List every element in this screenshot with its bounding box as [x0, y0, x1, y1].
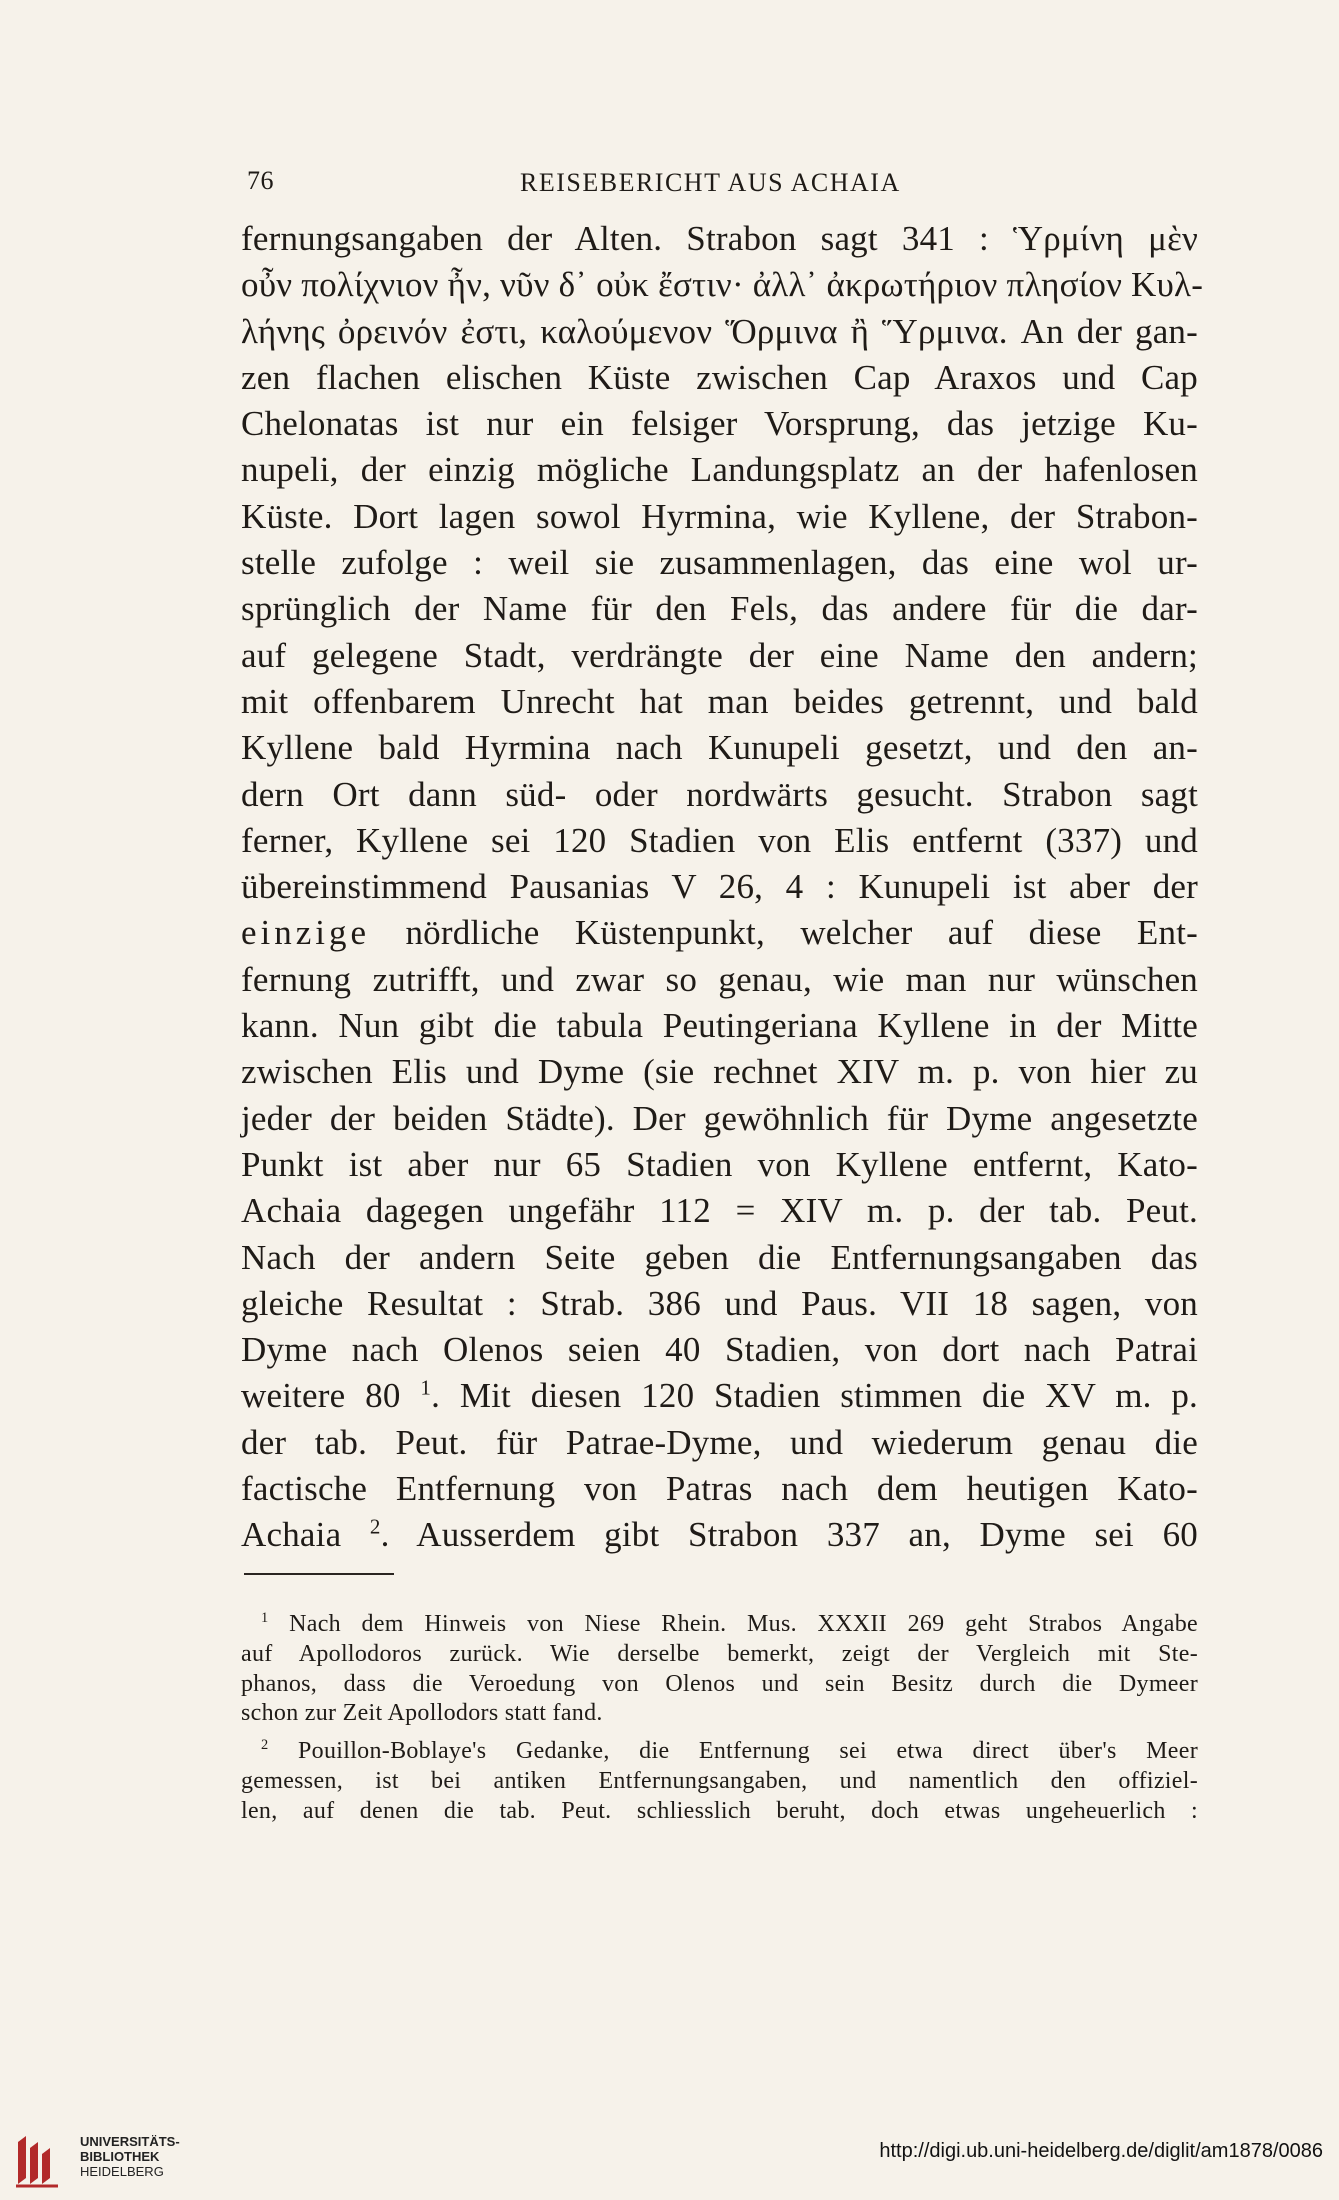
body-line: der tab. Peut. für Patrae-Dyme, und wiederum genau die: [241, 1422, 1198, 1462]
body-line-lead: weitere 80: [241, 1376, 401, 1416]
body-line: Nach der andern Seite geben die Entfernungsangaben das: [241, 1237, 1198, 1277]
body-line: Achaia $^2$. Ausserdem gibt Strabon 337 an, Dyme sei 60: [241, 1514, 1198, 1555]
footnote-line: [241, 1737, 1198, 1767]
body-line: οὖν πολίχνιον ἦν, νῦν δ᾽ οὐκ ἔστιν· ἀλλ᾽ ἀκρωτήριον πλησίον Κυλ-: [241, 265, 1204, 305]
footnote-line: len, auf denen die tab. Peut. schliesslich beruht, doch etwas ungeheuerlich :: [241, 1797, 1198, 1824]
body-line: gleiche Resultat : Strab. 386 und Paus. VII 18 sagen, von: [241, 1283, 1198, 1323]
footnote-mark-2: 2: [261, 1737, 269, 1754]
body-line: sprünglich der Name für den Fels, das andere für die dar-: [241, 589, 1198, 629]
footer: [0, 2120, 1339, 2200]
page-number: 76: [247, 166, 274, 195]
body-line-lead: Achaia: [241, 1515, 342, 1555]
library-name-line: BIBLIOTHEK: [80, 2149, 160, 2164]
body-line: stelle zufolge : weil sie zusammenlagen, das eine wol ur-: [241, 543, 1198, 583]
body-line: [241, 910, 1198, 956]
emphasis-word: einzige: [241, 913, 371, 953]
footnote-line: gemessen, ist bei antiken Entfernungsangaben, und namentlich den offiziel-: [241, 1767, 1198, 1794]
body-line: auf gelegene Stadt, verdrängte der eine Name den andern;: [241, 635, 1198, 675]
body-line-rest: Mit diesen 120 Stadien stimmen die XV m. p.: [459, 1376, 1199, 1416]
body-text: [241, 216, 1204, 1559]
library-name-line: UNIVERSITÄTS-: [80, 2134, 180, 2149]
university-library-logo-icon[interactable]: [12, 2130, 64, 2190]
body-line: factische Entfernung von Patras nach dem heutigen Kato-: [241, 1469, 1198, 1509]
footnote-line: schon zur Zeit Apollodors statt fand.: [241, 1700, 603, 1727]
body-line: zwischen Elis und Dyme (sie rechnet XIV m. p. von hier zu: [241, 1052, 1198, 1092]
body-line-rest: Ausserdem gibt Strabon 337 an, Dyme sei 60: [416, 1515, 1198, 1555]
body-line: ferner, Kyllene sei 120 Stadien von Elis entfernt (337) und: [241, 820, 1198, 860]
body-line: nupeli, der einzig mögliche Landungsplatz an der hafenlosen: [241, 450, 1198, 490]
library-name-line: HEIDELBERG: [80, 2164, 164, 2179]
body-line-rest: nördliche Küstenpunkt, welcher auf diese Ent-: [405, 913, 1198, 953]
body-line: fernungsangaben der Alten. Strabon sagt 341 : Ὑρμίνη μὲν: [241, 219, 1198, 258]
library-name: [80, 2134, 180, 2179]
body-line: weitere 80 $^1$. Mit diesen 120 Stadien stimmen die XV m. p.: [241, 1375, 1199, 1416]
body-line: Achaia dagegen ungefähr 112 = XIV m. p. der tab. Peut.: [241, 1191, 1198, 1231]
footnote-text: Nach dem Hinweis von Niese Rhein. Mus. XXXII 269 geht Strabos Angabe: [289, 1611, 1198, 1637]
footnote-divider: [244, 1573, 394, 1575]
running-head: REISEBERICHT AUS ACHAIA: [520, 168, 901, 197]
footnote-line: [241, 1610, 1198, 1640]
footnote-text: Pouillon-Boblaye's Gedanke, die Entfernung sei etwa direct über's Meer: [298, 1738, 1198, 1765]
footnote-line: auf Apollodoros zurück. Wie derselbe bemerkt, zeigt der Vergleich mit Ste-: [241, 1640, 1198, 1667]
body-line: Kyllene bald Hyrmina nach Kunupeli gesetzt, und den an-: [241, 728, 1198, 768]
body-line: Dyme nach Olenos seien 40 Stadien, von dort nach Patrai: [241, 1330, 1198, 1370]
body-line: jeder der beiden Städte). Der gewöhnlich für Dyme angesetzte: [241, 1098, 1198, 1138]
body-line: λήνης ὀρεινόν ἐστι, καλούμενον Ὅρμινα ἢ Ὕρμινα. An der gan-: [241, 311, 1198, 351]
source-url-link[interactable]: http://digi.ub.uni-heidelberg.de/diglit/am1878/0086: [879, 2140, 1323, 2162]
body-line: Küste. Dort lagen sowol Hyrmina, wie Kyllene, der Strabon-: [241, 496, 1198, 536]
footnote-ref-1[interactable]: 1: [420, 1375, 432, 1400]
body-line: Punkt ist aber nur 65 Stadien von Kyllene entfernt, Kato-: [241, 1144, 1198, 1184]
body-line: fernung zutrifft, und zwar so genau, wie man nur wünschen: [241, 959, 1198, 999]
footnote-ref-2[interactable]: 2: [369, 1514, 381, 1539]
footnotes: [241, 1610, 1198, 1827]
body-line: mit offenbarem Unrecht hat man beides getrennt, und bald: [241, 681, 1198, 721]
footnote-line: phanos, dass die Veroedung von Olenos und sein Besitz durch die Dymeer: [241, 1670, 1198, 1697]
body-line: übereinstimmend Pausanias V 26, 4 : Kunupeli ist aber der: [241, 867, 1198, 907]
body-line: kann. Nun gibt die tabula Peutingeriana Kyllene in der Mitte: [241, 1006, 1198, 1046]
body-line: Chelonatas ist nur ein felsiger Vorsprung, das jetzige Ku-: [241, 404, 1198, 444]
body-line: zen flachen elischen Küste zwischen Cap Araxos und Cap: [241, 357, 1198, 397]
footnote-mark-1: 1: [261, 1610, 269, 1626]
body-line: dern Ort dann süd- oder nordwärts gesucht. Strabon sagt: [241, 774, 1198, 814]
